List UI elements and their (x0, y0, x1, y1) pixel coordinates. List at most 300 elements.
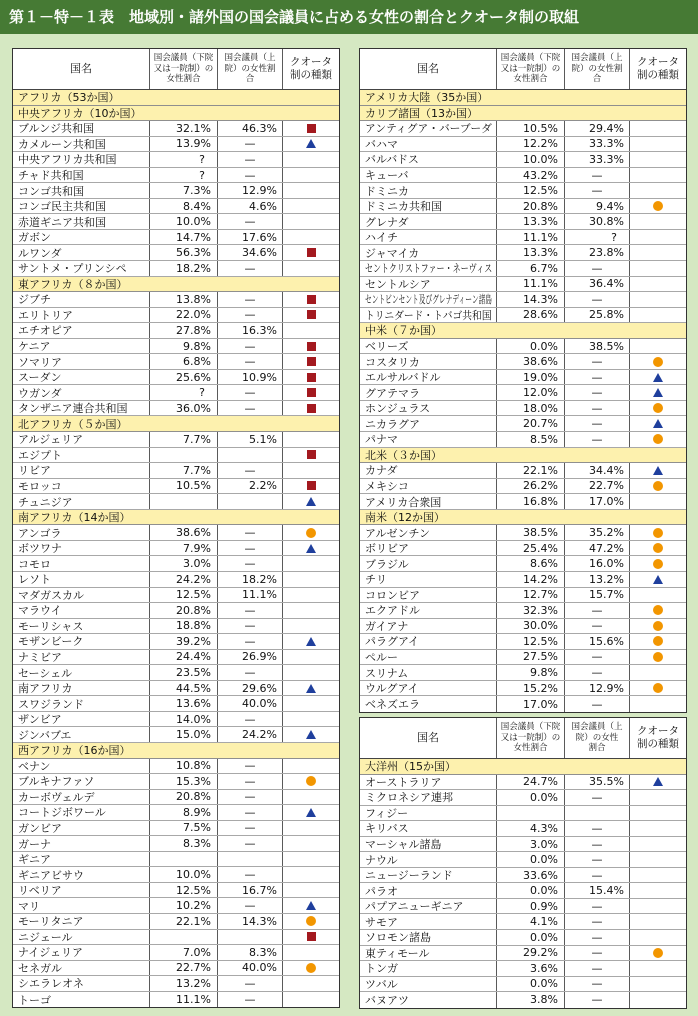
lower-house-share: 7.5% (150, 821, 218, 836)
country-cell (360, 821, 497, 836)
upper-house-share: 34.4% (565, 463, 630, 478)
upper-house-share: 23.8% (565, 245, 630, 260)
quota-type-cell (283, 183, 339, 198)
country-name: ガンビア (18, 821, 62, 835)
country-cell (360, 852, 497, 867)
upper-house-share: — (218, 541, 283, 556)
country-cell (13, 852, 150, 867)
blue-triangle-icon (306, 139, 316, 148)
lower-house-share: 15.3% (150, 774, 218, 789)
lower-house-share: 0.0% (497, 883, 565, 898)
upper-house-share: — (218, 308, 283, 323)
upper-house-share: 13.2% (565, 572, 630, 587)
lower-house-share: 32.3% (497, 603, 565, 618)
orange-circle-icon (653, 652, 663, 662)
country-name: コスタリカ (365, 355, 420, 369)
lower-house-share: 6.7% (497, 261, 565, 276)
lower-house-share (150, 494, 218, 509)
country-cell (13, 930, 150, 945)
country-cell (360, 556, 497, 571)
country-cell (360, 292, 497, 307)
col-header-upper (565, 718, 630, 758)
upper-house-share: 35.2% (565, 525, 630, 540)
table-row (360, 292, 686, 308)
country-cell (360, 525, 497, 540)
country-name: モーリシャス (18, 619, 84, 633)
country-cell (360, 977, 497, 992)
subregion-header: 西アフリカ（16か国） (13, 743, 339, 759)
upper-house-share: — (565, 992, 630, 1008)
country-name: サントメ・プリンシペ (18, 262, 127, 276)
quota-type-cell (283, 774, 339, 789)
table-row (360, 681, 686, 697)
quota-type-cell (630, 837, 686, 852)
lower-house-share: 10.0% (150, 867, 218, 882)
upper-house-share: — (218, 152, 283, 167)
orange-circle-icon (653, 543, 663, 553)
table-row (360, 137, 686, 153)
blue-triangle-icon (306, 497, 316, 506)
lower-house-share: 8.3% (150, 836, 218, 851)
table-row (13, 354, 339, 370)
country-name: ナイジェリア (18, 946, 84, 960)
quota-type-cell (630, 790, 686, 805)
upper-house-share: — (565, 603, 630, 618)
header-row (13, 49, 339, 90)
table-row (13, 168, 339, 184)
quota-type-cell (630, 914, 686, 929)
country-name: セントビンセント及びグレナディーン諸島 (365, 293, 493, 307)
lower-house-share: 12.5% (150, 588, 218, 603)
table-row (13, 712, 339, 728)
lower-house-share: 20.8% (150, 790, 218, 805)
country-cell (13, 572, 150, 587)
lower-house-share: 3.0% (150, 556, 218, 571)
lower-house-share: 15.2% (497, 681, 565, 696)
country-cell (360, 914, 497, 929)
country-name: ジャマイカ (365, 246, 420, 260)
lower-house-share: 28.6% (497, 308, 565, 323)
col-header-country (13, 49, 150, 89)
country-name: ウガンダ (18, 386, 62, 400)
table-row (13, 650, 339, 666)
table-row (13, 556, 339, 572)
country-name: アルジェリア (18, 433, 84, 447)
lower-house-share: 8.6% (497, 556, 565, 571)
lower-house-share: 3.8% (497, 992, 565, 1008)
country-name: ジンバブエ (18, 728, 72, 742)
quota-type-cell (630, 292, 686, 307)
country-name: ベナン (18, 759, 51, 773)
table-row (360, 494, 686, 510)
col-header-line: 院）の女性割 (571, 63, 623, 74)
country-name: キューバ (365, 169, 409, 183)
quota-type-cell (630, 121, 686, 136)
upper-house-share: — (565, 961, 630, 976)
quota-type-cell (283, 867, 339, 882)
country-cell (360, 930, 497, 945)
country-cell (13, 961, 150, 976)
quota-type-cell (283, 883, 339, 898)
upper-house-share: 2.2% (218, 479, 283, 494)
upper-house-share: — (218, 836, 283, 851)
blue-triangle-icon (306, 808, 316, 817)
quota-type-cell (283, 898, 339, 913)
region-header: アメリカ大陸（35か国） (360, 90, 686, 106)
orange-circle-icon (653, 357, 663, 367)
quota-type-cell (283, 494, 339, 509)
country-name: ガイアナ (365, 619, 409, 633)
table-row (13, 292, 339, 308)
table-row (360, 152, 686, 168)
quota-type-cell (630, 261, 686, 276)
country-cell (13, 914, 150, 929)
upper-house-share (218, 852, 283, 867)
quota-type-cell (283, 619, 339, 634)
subregion-header: 北アフリカ（５か国） (13, 416, 339, 432)
country-cell (13, 650, 150, 665)
table-row (360, 230, 686, 246)
table-row (360, 416, 686, 432)
country-name: アメリカ合衆国 (365, 495, 442, 509)
table-row (360, 696, 686, 712)
col-header-line: 国会議員（上 (571, 53, 623, 64)
upper-house-share: — (218, 759, 283, 774)
country-name: カーボヴェルデ (18, 790, 95, 804)
country-name: ブラジル (365, 557, 409, 571)
blue-triangle-icon (306, 544, 316, 553)
upper-house-share (565, 806, 630, 821)
orange-circle-icon (653, 201, 663, 211)
country-cell (13, 214, 150, 229)
country-name: セントクリストファー・ネーヴィス (365, 262, 493, 276)
table-row (360, 775, 686, 791)
upper-house-share: — (218, 525, 283, 540)
lower-house-share (150, 852, 218, 867)
country-cell (13, 323, 150, 338)
lower-house-share: 10.8% (150, 759, 218, 774)
red-square-icon (307, 357, 316, 366)
country-cell (360, 961, 497, 976)
country-name: トリニダード・トバゴ共和国 (365, 308, 492, 322)
country-name: アンゴラ (18, 526, 62, 540)
col-header-line: クオータ (290, 56, 332, 69)
subregion-header: 北米（３か国） (360, 448, 686, 464)
country-name: ベネズエラ (365, 698, 420, 712)
table-row (360, 899, 686, 915)
upper-house-share: — (218, 292, 283, 307)
country-cell (13, 821, 150, 836)
country-name: ガボン (18, 231, 51, 245)
table-row (13, 230, 339, 246)
country-cell (13, 634, 150, 649)
country-name: 東ティモール (365, 946, 430, 960)
upper-house-share: — (565, 354, 630, 369)
lower-house-share: 0.0% (497, 339, 565, 354)
country-name: パラオ (365, 884, 398, 898)
table-row (360, 183, 686, 199)
orange-circle-icon (653, 528, 663, 538)
upper-house-share: 22.7% (565, 479, 630, 494)
lower-house-share: 56.3% (150, 245, 218, 260)
table-row (360, 977, 686, 993)
upper-house-share: — (218, 665, 283, 680)
col-header-line: 女性割合 (166, 74, 201, 85)
quota-type-cell (283, 339, 339, 354)
country-cell (13, 541, 150, 556)
table-row (13, 525, 339, 541)
lower-house-share: 11.1% (497, 230, 565, 245)
subregion-header: 南米（12か国） (360, 510, 686, 526)
lower-house-share: 0.0% (497, 977, 565, 992)
country-cell (13, 385, 150, 400)
upper-house-share: ? (565, 230, 630, 245)
country-cell (360, 308, 497, 323)
lower-house-share: 0.0% (497, 790, 565, 805)
quota-type-cell (630, 401, 686, 416)
country-cell (13, 867, 150, 882)
orange-circle-icon (306, 776, 316, 786)
upper-house-share: — (218, 556, 283, 571)
lower-house-share: 0.0% (497, 852, 565, 867)
upper-house-share: 4.6% (218, 199, 283, 214)
upper-house-share: — (218, 976, 283, 991)
upper-house-share: — (565, 432, 630, 447)
table-row (13, 572, 339, 588)
country-name: ガーナ (18, 837, 51, 851)
quota-type-cell (630, 416, 686, 431)
country-cell (360, 230, 497, 245)
lower-house-share (150, 448, 218, 463)
lower-house-share: 25.4% (497, 541, 565, 556)
table-row (13, 339, 339, 355)
table-row (13, 634, 339, 650)
lower-house-share: 20.8% (497, 199, 565, 214)
country-name: リビア (18, 464, 51, 478)
quota-type-cell (283, 836, 339, 851)
country-cell (13, 556, 150, 571)
blue-triangle-icon (653, 466, 663, 475)
country-cell (360, 696, 497, 712)
lower-house-share: 7.3% (150, 183, 218, 198)
lower-house-share: 38.6% (497, 354, 565, 369)
lower-house-share: 11.1% (497, 277, 565, 292)
red-square-icon (307, 404, 316, 413)
table-row (360, 401, 686, 417)
col-header-lower (497, 49, 565, 89)
country-name: ブルキナファソ (18, 775, 95, 789)
table-row (13, 821, 339, 837)
col-header-quota (283, 49, 339, 89)
country-cell (360, 152, 497, 167)
col-header-upper (218, 49, 283, 89)
table-row (13, 992, 339, 1008)
col-header-line: 制の種類 (290, 69, 332, 81)
lower-house-share: ? (150, 152, 218, 167)
country-name: ドミニカ (365, 184, 409, 198)
table-row (360, 634, 686, 650)
lower-house-share: 33.6% (497, 868, 565, 883)
quota-type-cell (283, 230, 339, 245)
country-cell (360, 806, 497, 821)
lower-house-share: 20.7% (497, 416, 565, 431)
table-row (13, 588, 339, 604)
table-row (360, 277, 686, 293)
red-square-icon (307, 248, 316, 257)
country-name: バルバドス (365, 153, 419, 167)
quota-type-cell (630, 525, 686, 540)
quota-type-cell (630, 168, 686, 183)
table-row (13, 432, 339, 448)
red-square-icon (307, 481, 316, 490)
table-row (360, 992, 686, 1008)
quota-type-cell (630, 899, 686, 914)
lower-house-share: 36.0% (150, 401, 218, 416)
orange-circle-icon (653, 948, 663, 958)
lower-house-share: 16.8% (497, 494, 565, 509)
upper-house-share: — (218, 821, 283, 836)
country-cell (360, 837, 497, 852)
upper-house-share: 16.3% (218, 323, 283, 338)
country-name: ソマリア (18, 355, 62, 369)
table-row (13, 883, 339, 899)
upper-house-share: 9.4% (565, 199, 630, 214)
col-header-line: 国名 (417, 62, 439, 76)
upper-house-share: — (218, 385, 283, 400)
country-cell (360, 883, 497, 898)
quota-type-cell (283, 588, 339, 603)
upper-house-share: 10.9% (218, 370, 283, 385)
country-name: ギニアビサウ (18, 868, 84, 882)
quota-type-cell (283, 852, 339, 867)
quota-type-cell (283, 292, 339, 307)
country-cell (360, 541, 497, 556)
col-header-line: 女性割合 (513, 743, 548, 754)
quota-type-cell (283, 152, 339, 167)
lower-house-share: 8.4% (150, 199, 218, 214)
upper-house-share: — (218, 992, 283, 1008)
table-row (360, 961, 686, 977)
country-cell (13, 883, 150, 898)
upper-house-share: — (565, 619, 630, 634)
quota-type-cell (630, 883, 686, 898)
lower-house-share: 32.1% (150, 121, 218, 136)
lower-house-share: 10.0% (497, 152, 565, 167)
col-header-line: 制の種類 (637, 738, 679, 750)
blue-triangle-icon (653, 388, 663, 397)
country-cell (360, 588, 497, 603)
col-header-lower (497, 718, 565, 758)
table-row (360, 556, 686, 572)
country-cell (13, 152, 150, 167)
upper-house-share: — (218, 712, 283, 727)
quota-type-cell (630, 961, 686, 976)
upper-house-share: 17.0% (565, 494, 630, 509)
upper-house-share: — (565, 696, 630, 712)
table-row (360, 806, 686, 822)
table-row (13, 961, 339, 977)
red-square-icon (307, 342, 316, 351)
quota-type-cell (630, 152, 686, 167)
col-header-line: 又は一院制）の (153, 63, 214, 74)
country-name: ニカラグア (365, 417, 420, 431)
table-row (13, 448, 339, 464)
table-row (13, 852, 339, 868)
col-header-line: 又は一院制）の (500, 63, 561, 74)
col-header-line: 又は一院制）の (500, 732, 561, 743)
table-row (13, 836, 339, 852)
lower-house-share: ? (150, 385, 218, 400)
country-name: エルサルバドル (365, 371, 441, 385)
blue-triangle-icon (653, 419, 663, 428)
lower-house-share: 7.7% (150, 463, 218, 478)
table-row (360, 525, 686, 541)
quota-type-cell (283, 976, 339, 991)
quota-type-cell (283, 525, 339, 540)
country-cell (13, 137, 150, 152)
country-name: 赤道ギニア共和国 (18, 215, 106, 229)
table-row (360, 665, 686, 681)
country-name: モザンビーク (18, 635, 84, 649)
orange-circle-icon (653, 636, 663, 646)
upper-house-share: 8.3% (218, 945, 283, 960)
country-cell (13, 976, 150, 991)
lower-house-share: 17.0% (497, 696, 565, 712)
upper-house-share: 16.0% (565, 556, 630, 571)
quota-type-cell (630, 432, 686, 447)
quota-type-cell (283, 245, 339, 260)
country-cell (360, 261, 497, 276)
quota-type-cell (630, 245, 686, 260)
col-header-line: 女性割合 (513, 74, 548, 85)
upper-house-share: 15.6% (565, 634, 630, 649)
country-name: コンゴ共和国 (18, 184, 84, 198)
upper-house-share: 46.3% (218, 121, 283, 136)
lower-house-share: 3.6% (497, 961, 565, 976)
quota-type-cell (283, 945, 339, 960)
quota-type-cell (283, 214, 339, 229)
country-name: ニュージーランド (365, 869, 453, 883)
red-square-icon (307, 124, 316, 133)
table-row (13, 805, 339, 821)
country-cell (360, 354, 497, 369)
table-row (360, 199, 686, 215)
lower-house-share: 10.5% (150, 479, 218, 494)
lower-house-share: 14.7% (150, 230, 218, 245)
quota-type-cell (283, 370, 339, 385)
quota-type-cell (630, 277, 686, 292)
col-header-line: 制の種類 (637, 69, 679, 81)
upper-house-share: 11.1% (218, 588, 283, 603)
upper-house-share: 16.7% (218, 883, 283, 898)
country-name: セントルシア (365, 277, 431, 291)
quota-type-cell (283, 650, 339, 665)
table-row (360, 914, 686, 930)
table-row (360, 650, 686, 666)
upper-house-share: 38.5% (565, 339, 630, 354)
country-cell (13, 370, 150, 385)
lower-house-share: 22.7% (150, 961, 218, 976)
table-row (360, 930, 686, 946)
subregion-header: 南アフリカ（14か国） (13, 510, 339, 526)
quota-type-cell (630, 603, 686, 618)
oceania-table (359, 717, 687, 1009)
upper-house-share: — (218, 261, 283, 276)
quota-type-cell (630, 806, 686, 821)
lower-house-share: 18.8% (150, 619, 218, 634)
upper-house-share: 33.3% (565, 152, 630, 167)
quota-type-cell (283, 448, 339, 463)
